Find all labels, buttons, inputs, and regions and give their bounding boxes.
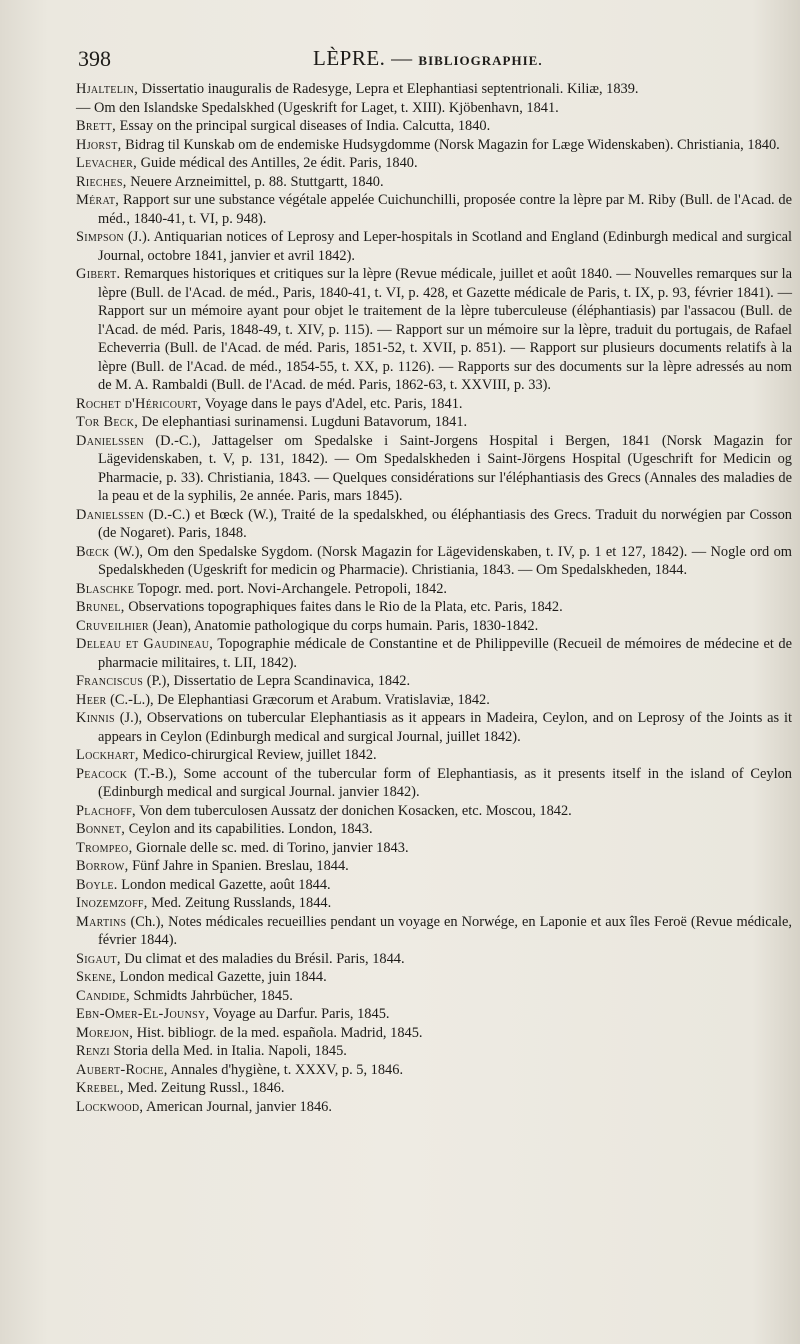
entry-author: Gibert. xyxy=(76,266,121,282)
bibliography-entry xyxy=(76,691,792,710)
entry-author: Aubert-Roche, xyxy=(76,1061,168,1078)
entry-author: Brett, xyxy=(76,118,116,134)
bibliography-list xyxy=(76,80,792,1116)
bibliography-entry xyxy=(76,857,792,876)
entry-author: Deleau et Gaudineau, xyxy=(76,636,214,652)
entry-author: Borrow, xyxy=(76,858,129,874)
entry-text: — Om den Islandske Spedalskhed (Ugeskrift for Laget, t. XIII). Kjöbenhavn, 1841. xyxy=(76,99,559,116)
entry-author: Morejon, xyxy=(76,1024,134,1041)
entry-text: Von dem tuberculosen Aussatz der donichen Kosacken, etc. Moscou, 1842. xyxy=(135,802,572,819)
entry-author: Martins xyxy=(76,913,127,930)
entry-author: Lockwood, xyxy=(76,1098,144,1115)
bibliography-entry xyxy=(76,876,792,895)
entry-author: Brunel, xyxy=(76,599,125,615)
entry-author: Kinnis xyxy=(76,710,115,726)
entry-author: Skene, xyxy=(76,969,117,985)
bibliography-entry xyxy=(76,265,792,395)
entry-text: (Jean), Anatomie pathologique du corps humain. Paris, 1830-1842. xyxy=(148,617,539,634)
bibliography-entry xyxy=(76,765,792,802)
bibliography-entry xyxy=(76,1024,792,1043)
bibliography-entry xyxy=(76,543,792,580)
entry-author: Lockhart, xyxy=(76,747,139,763)
entry-text: London medical Gazette, juin 1844. xyxy=(116,969,327,985)
entry-text: (P.), Dissertatio de Lepra Scandinavica, 1842. xyxy=(143,673,411,689)
entry-author: Levacher, xyxy=(76,155,138,171)
bibliography-entry xyxy=(76,173,792,192)
bibliography-entry xyxy=(76,950,792,969)
bibliography-entry xyxy=(76,80,792,99)
bibliography-entry xyxy=(76,894,792,913)
entry-author: Rochet d'Héricourt, xyxy=(76,395,202,412)
entry-text: Remarques historiques et critiques sur la lèpre (Revue médicale, juillet et août 1840. — Nouvelles remarques sur la lèpre (Bull. de l'Acad. de méd., Paris, 1840-41, t. VI, p. 428, et Gazette médicale de Paris, t. IX, p. 93, février 1841). — Rapport sur un mémoire ayant pour objet le traitement de la lèpre tuberculeuse (éléphantiasis) par l'assacou (Bull. de l'Acad. de méd. Paris, 1848-49, t. XIV, p. 115). — Rapport sur un mémoire sur la lèpre, traduit du portugais, de Rafael Echeverria (Bull. de l'Acad. de méd. Paris, 1851-52, t. XVII, p. 851). — Rapport sur plusieurs documents relatifs à la lèpre (Bull. de l'Acad. de méd., 1854-55, t. XX, p. 1126). — Rapports sur des documents sur la lèpre adressés au nom de M. A. Rambaldi (Bull. de l'Acad. de méd. Paris, 1862-63, t. XXVIII, p. 33). xyxy=(98,266,792,393)
entry-text: (W.), Om den Spedalske Sygdom. (Norsk Magazin for Lägevidenskaben, t. IV, p. 1 et 127, 1842). — Nogle ord om Spedalskheden (Ugeskrift for medicin og Pharmacie). Christiania, 1843. — Om Spedalskheden, 1844. xyxy=(98,543,792,578)
bibliography-entry xyxy=(76,1098,792,1117)
entry-text: Fünf Jahre in Spanien. Breslau, 1844. xyxy=(128,858,349,874)
bibliography-entry xyxy=(76,617,792,636)
bibliography-entry xyxy=(76,136,792,155)
bibliography-entry xyxy=(76,506,792,543)
entry-author: Cruveilhier xyxy=(76,617,149,634)
entry-text: Giornale delle sc. med. di Torino, janvier 1843. xyxy=(132,839,409,856)
bibliography-entry xyxy=(76,191,792,228)
entry-author: Danielssen xyxy=(76,506,144,523)
entry-text: Medico-chirurgical Review, juillet 1842. xyxy=(138,747,377,763)
running-title-main: LÈPRE. — xyxy=(313,46,413,70)
bibliography-entry xyxy=(76,913,792,950)
entry-text: (D.-C.) et Bœck (W.), Traité de la spedalskhed, ou éléphantiasis des Grecs. Traduit du norwégien par Cosson (de Nogaret). Paris, 1848. xyxy=(98,506,792,541)
entry-text: Bidrag til Kunskab om de endemiske Hudsygdomme (Norsk Magazin for Læge Widenskaben). Christiania, 1840. xyxy=(121,136,780,153)
entry-text: Schmidts Jahrbücher, 1845. xyxy=(129,987,293,1004)
bibliography-entry xyxy=(76,746,792,765)
entry-author: Rieches, xyxy=(76,173,127,190)
bibliography-entry xyxy=(76,598,792,617)
entry-author: Danielssen xyxy=(76,432,144,449)
entry-text: Med. Zeitung Russl., 1846. xyxy=(123,1080,285,1096)
entry-author: Inozemzoff, xyxy=(76,895,148,911)
bibliography-entry xyxy=(76,968,792,987)
entry-text: American Journal, janvier 1846. xyxy=(143,1098,332,1115)
bibliography-entry xyxy=(76,839,792,858)
entry-author: Sigaut, xyxy=(76,950,121,967)
entry-text: De elephantiasi surinamensi. Lugduni Batavorum, 1841. xyxy=(138,414,468,430)
entry-author: Blaschke xyxy=(76,580,135,597)
bibliography-entry xyxy=(76,820,792,839)
bibliography-entry xyxy=(76,99,792,118)
entry-author: Hjorst, xyxy=(76,136,122,153)
entry-author: Franciscus xyxy=(76,673,144,689)
entry-text: (T.-B.), Some account of the tubercular form of Elephantiasis, as it presents itself in the island of Ceylon (Edinburgh medical and surgical Journal. janvier 1842). xyxy=(98,765,792,800)
bibliography-entry xyxy=(76,1061,792,1080)
entry-text: Observations topographiques faites dans le Rio de la Plata, etc. Paris, 1842. xyxy=(124,599,563,615)
bibliography-entry xyxy=(76,413,792,432)
bibliography-entry xyxy=(76,580,792,599)
entry-text: (D.-C.), Jattagelser om Spedalske i Saint-Jorgens Hospital i Bergen, 1841 (Norsk Magazin for Lägevidenskaben, t. V, p. 131, 1842). — Om Spedalskheden i Saint-Jörgens Hospital (Ugeschrift for Medicin og Pharmacie, p. 33). Christiania, 1843. — Quelques considérations sur l'éléphantiasis des Grecs (Annales des maladies de la peau et de la syphilis, 2e année. Paris, mars 1845). xyxy=(98,432,792,504)
bibliography-entry xyxy=(76,1005,792,1024)
entry-author: Peacock xyxy=(76,765,128,782)
entry-author: Ebn-Omer-El-Jounsy, xyxy=(76,1006,210,1022)
bibliography-entry xyxy=(76,117,792,136)
bibliography-entry xyxy=(76,432,792,506)
entry-text: Rapport sur une substance végétale appelée Cuichunchilli, proposée contre la lèpre par M. Riby (Bull. de l'Acad. de méd., 1840-41, t. VI, p. 948). xyxy=(98,192,792,227)
entry-text: Dissertatio inauguralis de Radesyge, Lepra et Elephantiasi septentrionali. Kiliæ, 1839. xyxy=(138,81,639,97)
bibliography-entry xyxy=(76,1042,792,1061)
entry-author: Trompeo, xyxy=(76,839,133,856)
bibliography-entry xyxy=(76,987,792,1006)
entry-text: Ceylon and its capabilities. London, 1843. xyxy=(125,821,373,837)
entry-text: Storia della Med. in Italia. Napoli, 1845. xyxy=(109,1043,347,1059)
entry-text: Annales d'hygiène, t. XXXV, p. 5, 1846. xyxy=(167,1061,404,1078)
entry-text: (J.), Observations on tubercular Elephantiasis as it appears in Madeira, Ceylon, and on Leprosy of the Joints as it appears in Ceylon (Edinburgh medical and surgical Journal, juillet 1842). xyxy=(98,710,792,745)
entry-author: Krebel, xyxy=(76,1080,124,1096)
entry-author: Candide, xyxy=(76,987,130,1004)
page-number: 398 xyxy=(78,46,111,71)
running-header xyxy=(78,46,790,74)
bibliography-entry xyxy=(76,709,792,746)
entry-text: Du climat et des maladies du Brésil. Paris, 1844. xyxy=(120,950,405,967)
entry-text: Voyage au Darfur. Paris, 1845. xyxy=(209,1006,390,1022)
entry-author: Heer xyxy=(76,691,107,708)
bibliography-entry xyxy=(76,228,792,265)
entry-author: Bœck xyxy=(76,543,110,560)
entry-text: Guide médical des Antilles, 2e édit. Paris, 1840. xyxy=(137,155,418,171)
entry-text: (J.). Antiquarian notices of Leprosy and Leper-hospitals in Scotland and England (Edinburgh medical and surgical Journal, octobre 1841, janvier et avril 1842). xyxy=(98,229,792,264)
bibliography-entry xyxy=(76,672,792,691)
running-title xyxy=(313,46,543,71)
entry-text: (C.-L.), De Elephantiasi Græcorum et Arabum. Vratislaviæ, 1842. xyxy=(106,691,490,708)
entry-author: Hjaltelin, xyxy=(76,81,139,97)
entry-text: Med. Zeitung Russlands, 1844. xyxy=(147,895,332,911)
bibliography-entry xyxy=(76,1079,792,1098)
entry-text: London medical Gazette, août 1844. xyxy=(117,876,331,893)
entry-author: Mérat, xyxy=(76,192,120,208)
entry-text: Essay on the principal surgical diseases of India. Calcutta, 1840. xyxy=(116,118,491,134)
entry-text: Neuere Arzneimittel, p. 88. Stuttgartt, 1840. xyxy=(126,173,384,190)
entry-text: (Ch.), Notes médicales recueillies pendant un voyage en Norwége, en Laponie et aux îles Feroë (Revue médicale, février 1844). xyxy=(98,913,792,948)
entry-author: Boyle. xyxy=(76,876,118,893)
entry-author: Tor Beck, xyxy=(76,414,139,430)
entry-text: Voyage dans le pays d'Adel, etc. Paris, 1841. xyxy=(201,395,463,412)
running-title-sub: BIBLIOGRAPHIE. xyxy=(418,53,543,68)
entry-text: Topographie médicale de Constantine et de Philippeville (Recueil de mémoires de médecine et de pharmacie militaires, t. LII, 1842). xyxy=(98,636,792,671)
entry-text: Topogr. med. port. Novi-Archangele. Petropoli, 1842. xyxy=(134,580,447,597)
bibliography-entry xyxy=(76,802,792,821)
bibliography-entry xyxy=(76,635,792,672)
bibliography-entry xyxy=(76,395,792,414)
entry-author: Plachoff, xyxy=(76,802,136,819)
entry-author: Simpson xyxy=(76,229,124,245)
entry-text: Hist. bibliogr. de la med. española. Madrid, 1845. xyxy=(133,1024,423,1041)
entry-author: Renzi xyxy=(76,1043,110,1059)
bibliography-entry xyxy=(76,154,792,173)
entry-author: Bonnet, xyxy=(76,821,126,837)
